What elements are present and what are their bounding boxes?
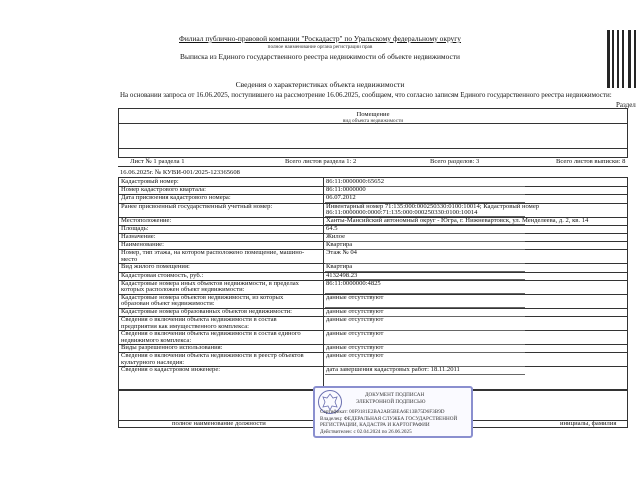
document-number: 16.06.2025г. № КУВИ-001/2025-123365608	[120, 169, 240, 176]
row-label: Дата присвоения кадастрового номера:	[121, 194, 231, 202]
row-value: Ханты-Мансийский автономный округ - Югра, г. Нижневартовск, ул. Менделеева, д. 2, кв. 14	[326, 216, 589, 224]
row-value: Этаж № 04	[326, 249, 357, 257]
section-title: Сведения о характеристиках объекта недвижимости	[235, 80, 405, 89]
divider	[118, 148, 628, 149]
signature-owner: Владелец: ФЕДЕРАЛЬНАЯ СЛУЖБА ГОСУДАРСТВЕННОЙ	[320, 416, 458, 422]
row-value: дата завершения кадастровых работ: 18.11.2011	[326, 366, 460, 374]
row-value-cont: 86:11:0000000:0000:71:135:000:000250330:0100:10014	[326, 209, 478, 217]
row-value: 4132498.23	[326, 271, 358, 279]
position-caption: полное наименование должности	[172, 420, 266, 427]
row-label: Кадастровые номера объектов недвижимости, из которых	[121, 293, 284, 301]
row-value: данные отсутствуют	[326, 352, 384, 360]
row-label: Наименование:	[121, 241, 164, 249]
row-value: 86:11:0000000:4825	[326, 279, 381, 287]
row-label: Площадь:	[121, 224, 149, 232]
request-intro: На основании запроса от 16.06.2025, поступившего на рассмотрение 16.06.2025, сообщаем, что согласно записям Единого государственного реестра недвижимости:	[120, 91, 612, 99]
signature-line2: ЭЛЕКТРОННОЙ ПОДПИСЬЮ	[356, 399, 426, 405]
row-value: 86:11:0000000:65652	[326, 178, 385, 185]
row-label: Сведения о кадастровом инженере:	[121, 366, 221, 374]
section-label: Раздел	[616, 101, 636, 109]
sheets-in-section: Всего листов раздела 1: 2	[285, 158, 357, 165]
row-label-cont: недвижимого комплекса:	[121, 336, 192, 344]
row-label-cont: образован объект недвижимости:	[121, 300, 215, 308]
sheet-number: Лист № 1 раздела 1	[130, 158, 185, 165]
row-label: Сведения о включении объекта недвижимости в состав	[121, 316, 277, 323]
row-label: Номер кадастрового квартала:	[121, 186, 206, 194]
organization-name: Филиал публично-правовой компании "Роскадастр" по Уральскому федеральному округу	[179, 34, 461, 43]
value-underline	[325, 263, 525, 264]
row-label: Кадастровая стоимость, руб.:	[121, 271, 204, 279]
signature-line1: ДОКУМЕНТ ПОДПИСАН	[365, 392, 425, 398]
row-value: данные отсутствуют	[326, 293, 384, 301]
row-label: Сведения о включении объекта недвижимости в реестр объектов	[121, 352, 304, 360]
document-title: Выписка из Единого государственного реестра недвижимости об объекте недвижимости	[180, 52, 460, 61]
row-value: Инвентарный номер 71:135:000:000250330:0100:10014; Кадастровый номер	[326, 202, 540, 210]
row-label: Ранее присвоенный государственный учетный номер:	[121, 202, 273, 210]
row-value: 06.07.2012	[326, 194, 356, 202]
row-label: Кадастровый номер:	[121, 178, 179, 185]
value-underline	[325, 233, 525, 234]
signature-cert: Сертификат: 00F9181E2BA2AB5BEA6E13B75D6F3B9D	[320, 409, 445, 415]
row-label-cont: место	[121, 255, 138, 263]
row-label: Вид жилого помещения:	[121, 263, 190, 271]
organization-note: полное наименование органа регистрации прав	[267, 44, 373, 50]
column-divider	[323, 177, 324, 390]
row-value: данные отсутствуют	[326, 330, 384, 337]
row-value: данные отсутствуют	[326, 344, 384, 351]
row-value: 64.5	[326, 224, 338, 232]
value-underline	[325, 224, 525, 225]
row-label: Назначение:	[121, 233, 156, 240]
row-label-cont: культурного наследия:	[121, 358, 185, 366]
value-underline	[325, 374, 525, 375]
row-label: Местоположение:	[121, 216, 172, 224]
row-value: данные отсутствуют	[326, 307, 384, 315]
name-caption: инициалы, фамилия	[560, 420, 617, 427]
row-value: Квартира	[326, 263, 353, 271]
row-value: 86:11:0000000	[326, 186, 366, 194]
row-label: Кадастровые номера образованных объектов недвижимости:	[121, 307, 292, 315]
row-value: Жилое	[326, 233, 346, 240]
signature-owner2: РЕГИСТРАЦИИ, КАДАСТРА И КАРТОГРАФИИ	[320, 422, 430, 428]
divider	[118, 166, 628, 167]
object-type: Помещение	[356, 111, 390, 118]
row-label: Виды разрешенного использования:	[121, 344, 223, 351]
row-label: Сведения о включении объекта недвижимости в состав единого	[121, 330, 301, 337]
row-value: данные отсутствуют	[326, 316, 384, 323]
value-underline	[325, 241, 525, 242]
object-type-note: вид объекта недвижимости	[342, 118, 404, 124]
sheets-total: Всего листов выписки: 8	[556, 158, 626, 165]
row-label: Номер, тип этажа, на котором расположено помещение, машино-	[121, 249, 305, 257]
row-value: Квартира	[326, 241, 353, 249]
sections-total: Всего разделов: 3	[430, 158, 480, 165]
signature-validity: Действителен: с 02.04.2024 по 26.06.2025	[320, 429, 412, 435]
row-label-cont: предприятия как имущественного комплекса:	[121, 322, 249, 330]
row-label: Кадастровые номера иных объектов недвижимости, в пределах	[121, 279, 299, 287]
row-label-cont: которых расположен объект недвижимости:	[121, 286, 245, 294]
